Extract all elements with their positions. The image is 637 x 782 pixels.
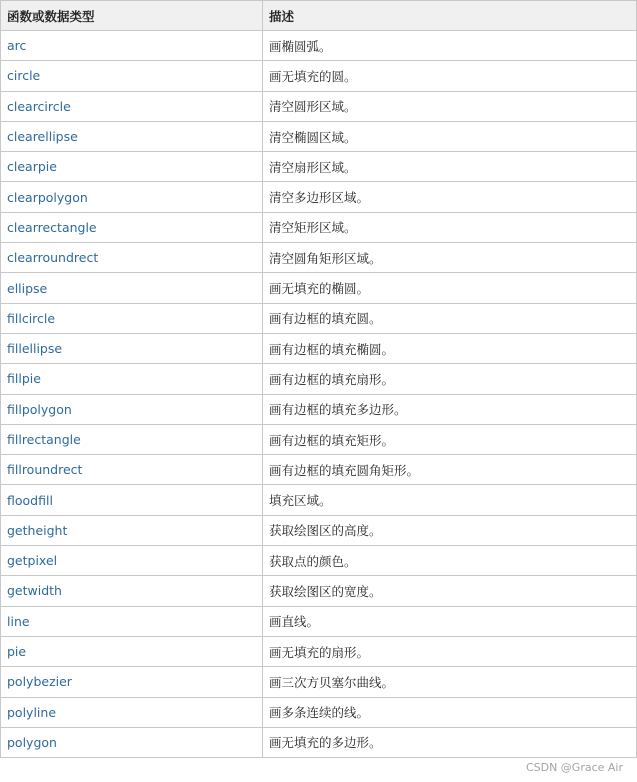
function-name-link[interactable]: pie bbox=[1, 636, 263, 666]
function-name-link[interactable]: clearcircle bbox=[1, 91, 263, 121]
table-row bbox=[1, 606, 637, 636]
table-row bbox=[1, 303, 637, 333]
function-description: 画有边框的填充多边形。 bbox=[263, 394, 637, 424]
table-row bbox=[1, 31, 637, 61]
function-description: 画有边框的填充圆角矩形。 bbox=[263, 455, 637, 485]
function-name-link[interactable]: fillpolygon bbox=[1, 394, 263, 424]
table-row bbox=[1, 364, 637, 394]
table-row bbox=[1, 61, 637, 91]
function-name-link[interactable]: polyline bbox=[1, 697, 263, 727]
table-body bbox=[1, 31, 637, 758]
header-row bbox=[1, 1, 637, 31]
function-name-link[interactable]: getheight bbox=[1, 515, 263, 545]
table-row bbox=[1, 455, 637, 485]
function-description: 清空圆形区域。 bbox=[263, 91, 637, 121]
function-name-link[interactable]: clearellipse bbox=[1, 121, 263, 151]
function-description: 画三次方贝塞尔曲线。 bbox=[263, 667, 637, 697]
function-description: 清空多边形区域。 bbox=[263, 182, 637, 212]
function-description: 清空矩形区域。 bbox=[263, 212, 637, 242]
table-header bbox=[1, 1, 637, 31]
table-row bbox=[1, 91, 637, 121]
function-name-link[interactable]: clearroundrect bbox=[1, 243, 263, 273]
table-row bbox=[1, 697, 637, 727]
table-row bbox=[1, 424, 637, 454]
function-description: 清空扇形区域。 bbox=[263, 152, 637, 182]
function-name-link[interactable]: arc bbox=[1, 31, 263, 61]
function-name-link[interactable]: fillpie bbox=[1, 364, 263, 394]
table-row bbox=[1, 333, 637, 363]
table-row bbox=[1, 243, 637, 273]
function-name-link[interactable]: fillellipse bbox=[1, 333, 263, 363]
function-name-link[interactable]: clearpie bbox=[1, 152, 263, 182]
function-description: 画无填充的扇形。 bbox=[263, 636, 637, 666]
function-name-link[interactable]: floodfill bbox=[1, 485, 263, 515]
function-name-link[interactable]: getwidth bbox=[1, 576, 263, 606]
function-name-link[interactable]: ellipse bbox=[1, 273, 263, 303]
table-row bbox=[1, 273, 637, 303]
table-row bbox=[1, 152, 637, 182]
function-name-link[interactable]: fillcircle bbox=[1, 303, 263, 333]
table-row bbox=[1, 636, 637, 666]
function-name-link[interactable]: getpixel bbox=[1, 546, 263, 576]
header-function-or-type: 函数或数据类型 bbox=[1, 1, 263, 31]
function-name-link[interactable]: polybezier bbox=[1, 667, 263, 697]
function-description: 画有边框的填充椭圆。 bbox=[263, 333, 637, 363]
function-description: 获取点的颜色。 bbox=[263, 546, 637, 576]
table-row bbox=[1, 727, 637, 757]
table-row bbox=[1, 485, 637, 515]
table-row bbox=[1, 121, 637, 151]
function-description: 画有边框的填充圆。 bbox=[263, 303, 637, 333]
table-row bbox=[1, 546, 637, 576]
function-description: 画椭圆弧。 bbox=[263, 31, 637, 61]
header-description: 描述 bbox=[263, 1, 637, 31]
table-row bbox=[1, 515, 637, 545]
function-description: 获取绘图区的宽度。 bbox=[263, 576, 637, 606]
table-row bbox=[1, 576, 637, 606]
function-name-link[interactable]: polygon bbox=[1, 727, 263, 757]
function-description: 画有边框的填充扇形。 bbox=[263, 364, 637, 394]
function-description: 填充区域。 bbox=[263, 485, 637, 515]
watermark: CSDN @Grace Air bbox=[525, 761, 623, 774]
function-description: 清空圆角矩形区域。 bbox=[263, 243, 637, 273]
table-row bbox=[1, 212, 637, 242]
function-name-link[interactable]: fillrectangle bbox=[1, 424, 263, 454]
function-description: 获取绘图区的高度。 bbox=[263, 515, 637, 545]
function-description: 画有边框的填充矩形。 bbox=[263, 424, 637, 454]
function-name-link[interactable]: circle bbox=[1, 61, 263, 91]
function-name-link[interactable]: line bbox=[1, 606, 263, 636]
function-description: 清空椭圆区域。 bbox=[263, 121, 637, 151]
function-name-link[interactable]: fillroundrect bbox=[1, 455, 263, 485]
function-description: 画直线。 bbox=[263, 606, 637, 636]
table-row bbox=[1, 667, 637, 697]
function-description: 画无填充的椭圆。 bbox=[263, 273, 637, 303]
function-description: 画无填充的圆。 bbox=[263, 61, 637, 91]
function-description: 画无填充的多边形。 bbox=[263, 727, 637, 757]
table-row bbox=[1, 182, 637, 212]
function-description: 画多条连续的线。 bbox=[263, 697, 637, 727]
table-row bbox=[1, 394, 637, 424]
function-name-link[interactable]: clearrectangle bbox=[1, 212, 263, 242]
function-name-link[interactable]: clearpolygon bbox=[1, 182, 263, 212]
